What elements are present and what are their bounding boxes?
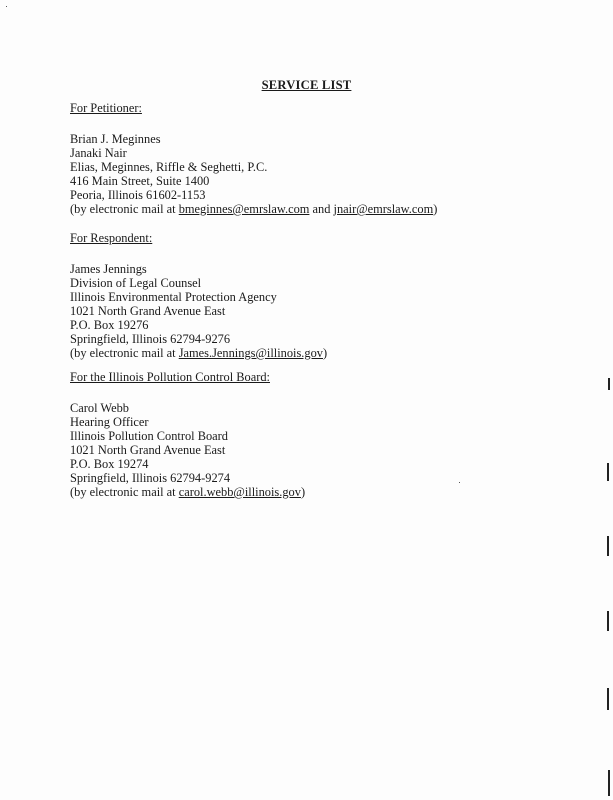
scan-mark <box>607 688 609 710</box>
board-email-line <box>70 485 550 499</box>
scan-mark <box>607 463 609 481</box>
board-email-link[interactable]: carol.webb@illinois.gov <box>178 485 301 499</box>
scan-speck <box>459 482 460 483</box>
board-mail-suffix: ) <box>300 485 306 499</box>
board-role: Hearing Officer <box>70 415 149 429</box>
respondent-heading: For Respondent: <box>70 231 153 245</box>
respondent-mail-prefix: (by electronic mail at <box>70 346 179 360</box>
respondent-name: James Jennings <box>70 262 147 276</box>
respondent-pobox: P.O. Box 19276 <box>70 318 149 332</box>
respondent-street: 1021 North Grand Avenue East <box>70 304 226 318</box>
petitioner-mail-and: and <box>309 202 334 216</box>
petitioner-heading: For Petitioner: <box>70 101 142 115</box>
board-mail-prefix: (by electronic mail at <box>70 485 179 499</box>
respondent-mail-suffix: ) <box>322 346 328 360</box>
scan-mark <box>607 611 609 631</box>
board-heading: For the Illinois Pollution Control Board: <box>70 370 270 384</box>
respondent-agency: Illinois Environmental Protection Agency <box>70 290 277 304</box>
scan-mark <box>608 770 610 796</box>
board-name: Carol Webb <box>70 401 129 415</box>
petitioner-name-1: Brian J. Meginnes <box>70 132 161 146</box>
petitioner-mail-suffix: ) <box>433 202 438 216</box>
respondent-email-line <box>70 346 550 360</box>
respondent-section <box>70 231 550 360</box>
petitioner-city: Peoria, Illinois 61602-1153 <box>70 188 206 202</box>
petitioner-name-2: Janaki Nair <box>70 146 127 160</box>
board-pobox: P.O. Box 19274 <box>70 457 149 471</box>
petitioner-email-link-2[interactable]: jnair@emrslaw.com <box>333 202 434 216</box>
petitioner-firm: Elias, Meginnes, Riffle & Seghetti, P.C. <box>70 160 268 174</box>
petitioner-section <box>70 101 550 216</box>
petitioner-email-line <box>70 202 550 216</box>
respondent-email-link[interactable]: James.Jennings@illinois.gov <box>178 346 323 360</box>
board-city: Springfield, Illinois 62794-9274 <box>70 471 231 485</box>
board-section <box>70 370 550 499</box>
respondent-division: Division of Legal Counsel <box>70 276 202 290</box>
petitioner-street: 416 Main Street, Suite 1400 <box>70 174 210 188</box>
petitioner-email-link-1[interactable]: bmeginnes@emrslaw.com <box>178 202 310 216</box>
scan-speck <box>6 6 7 7</box>
board-agency: Illinois Pollution Control Board <box>70 429 228 443</box>
respondent-city: Springfield, Illinois 62794-9276 <box>70 332 231 346</box>
scan-mark <box>608 378 610 390</box>
scan-mark <box>607 536 609 556</box>
petitioner-mail-prefix: (by electronic mail at <box>70 202 179 216</box>
board-street: 1021 North Grand Avenue East <box>70 443 226 457</box>
page-title: SERVICE LIST <box>261 78 352 92</box>
